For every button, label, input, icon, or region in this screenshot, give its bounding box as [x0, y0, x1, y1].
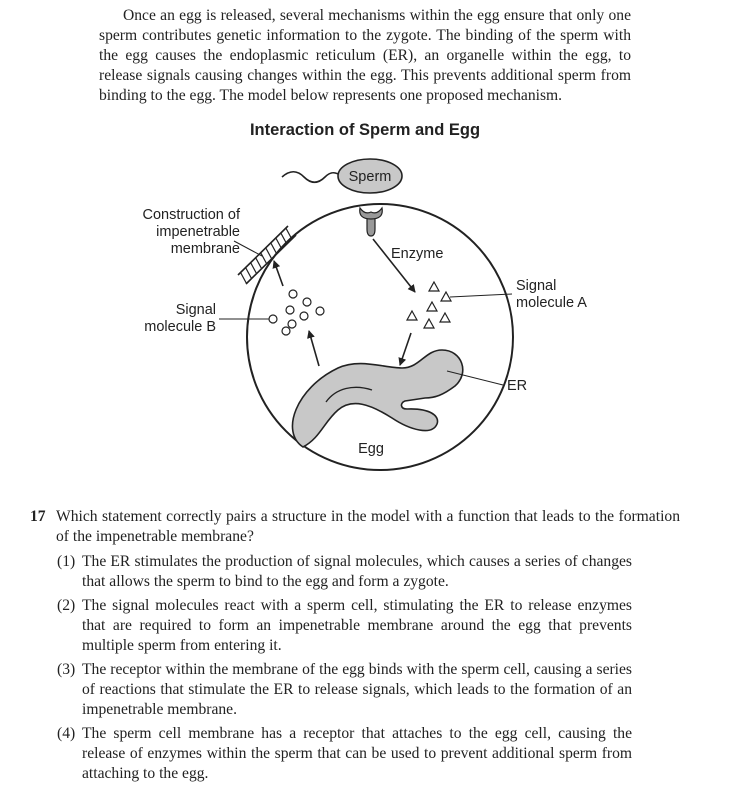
option-text: The sperm cell membrane has a receptor that attaches to the egg cell, causing the release of enzymes within the sperm that can be used to prevent additional sperm from attaching to the egg.: [82, 725, 632, 782]
egg-label: Egg: [358, 441, 384, 457]
intro-paragraph: Once an egg is released, several mechanisms within the egg ensure that only one sperm contributes genetic information to the zygote. The binding of the sperm with the egg causes the endoplasmic reticulum (ER), an organelle within the egg, to release signals causing changes within the egg. This prevents additional sperm from binding to the egg. The model below represents one proposed mechanism.: [99, 7, 631, 104]
answer-option-2[interactable]: [57, 596, 632, 656]
question-stem: Which statement correctly pairs a structure in the model with a function that leads to the formation of the impenetrable membrane?: [56, 508, 680, 545]
sperm-tail: [282, 172, 341, 183]
option-number: (4): [57, 725, 76, 742]
signal-a-to-er-arrow: [400, 333, 411, 365]
option-text: The receptor within the membrane of the egg binds with the sperm cell, causing a series of reactions that stimulate the ER to release signals, which leads to the formation of an impenetrable membrane.: [82, 661, 632, 718]
enzyme-label: Enzyme: [391, 246, 444, 262]
option-number: (2): [57, 597, 76, 614]
option-text: The ER stimulates the production of signal molecules, which causes a series of changes that allows the sperm to bind to the egg and form a zygote.: [82, 553, 632, 590]
signal-molecules-b: [269, 290, 324, 335]
sperm-label: Sperm: [348, 169, 392, 185]
figure-title: Interaction of Sperm and Egg: [249, 121, 481, 139]
option-text: The signal molecules react with a sperm cell, stimulating the ER to release enzymes that are required to form an impenetrable membrane around the egg that prevents multiple sperm from entering it.: [82, 597, 632, 654]
construction-label-line3: membrane: [170, 241, 240, 257]
construction-label-line1: Construction of: [142, 207, 240, 223]
answer-option-3[interactable]: [57, 660, 632, 720]
option-number: (3): [57, 661, 76, 678]
question-number: 17: [30, 508, 46, 525]
er-label: ER: [507, 378, 528, 394]
construction-label-line2: impenetrable: [156, 224, 240, 240]
answer-option-1[interactable]: [57, 552, 632, 592]
er-to-signal-b-arrow: [309, 331, 319, 366]
signal-b-label-line2: molecule B: [144, 319, 216, 335]
signal-b-to-membrane-arrow: [274, 261, 283, 286]
answer-options: [57, 552, 632, 788]
question-17: [30, 507, 680, 547]
answer-option-4[interactable]: [57, 724, 632, 784]
impenetrable-membrane: [236, 214, 300, 290]
signal-a-label-line1: Signal: [516, 278, 557, 294]
signal-molecules-a: [407, 282, 451, 328]
signal-a-leader-line: [450, 294, 512, 297]
signal-b-label-line1: Signal: [175, 302, 216, 318]
option-number: (1): [57, 553, 76, 570]
receptor: [360, 208, 383, 236]
signal-a-label-line2: molecule A: [516, 295, 587, 311]
